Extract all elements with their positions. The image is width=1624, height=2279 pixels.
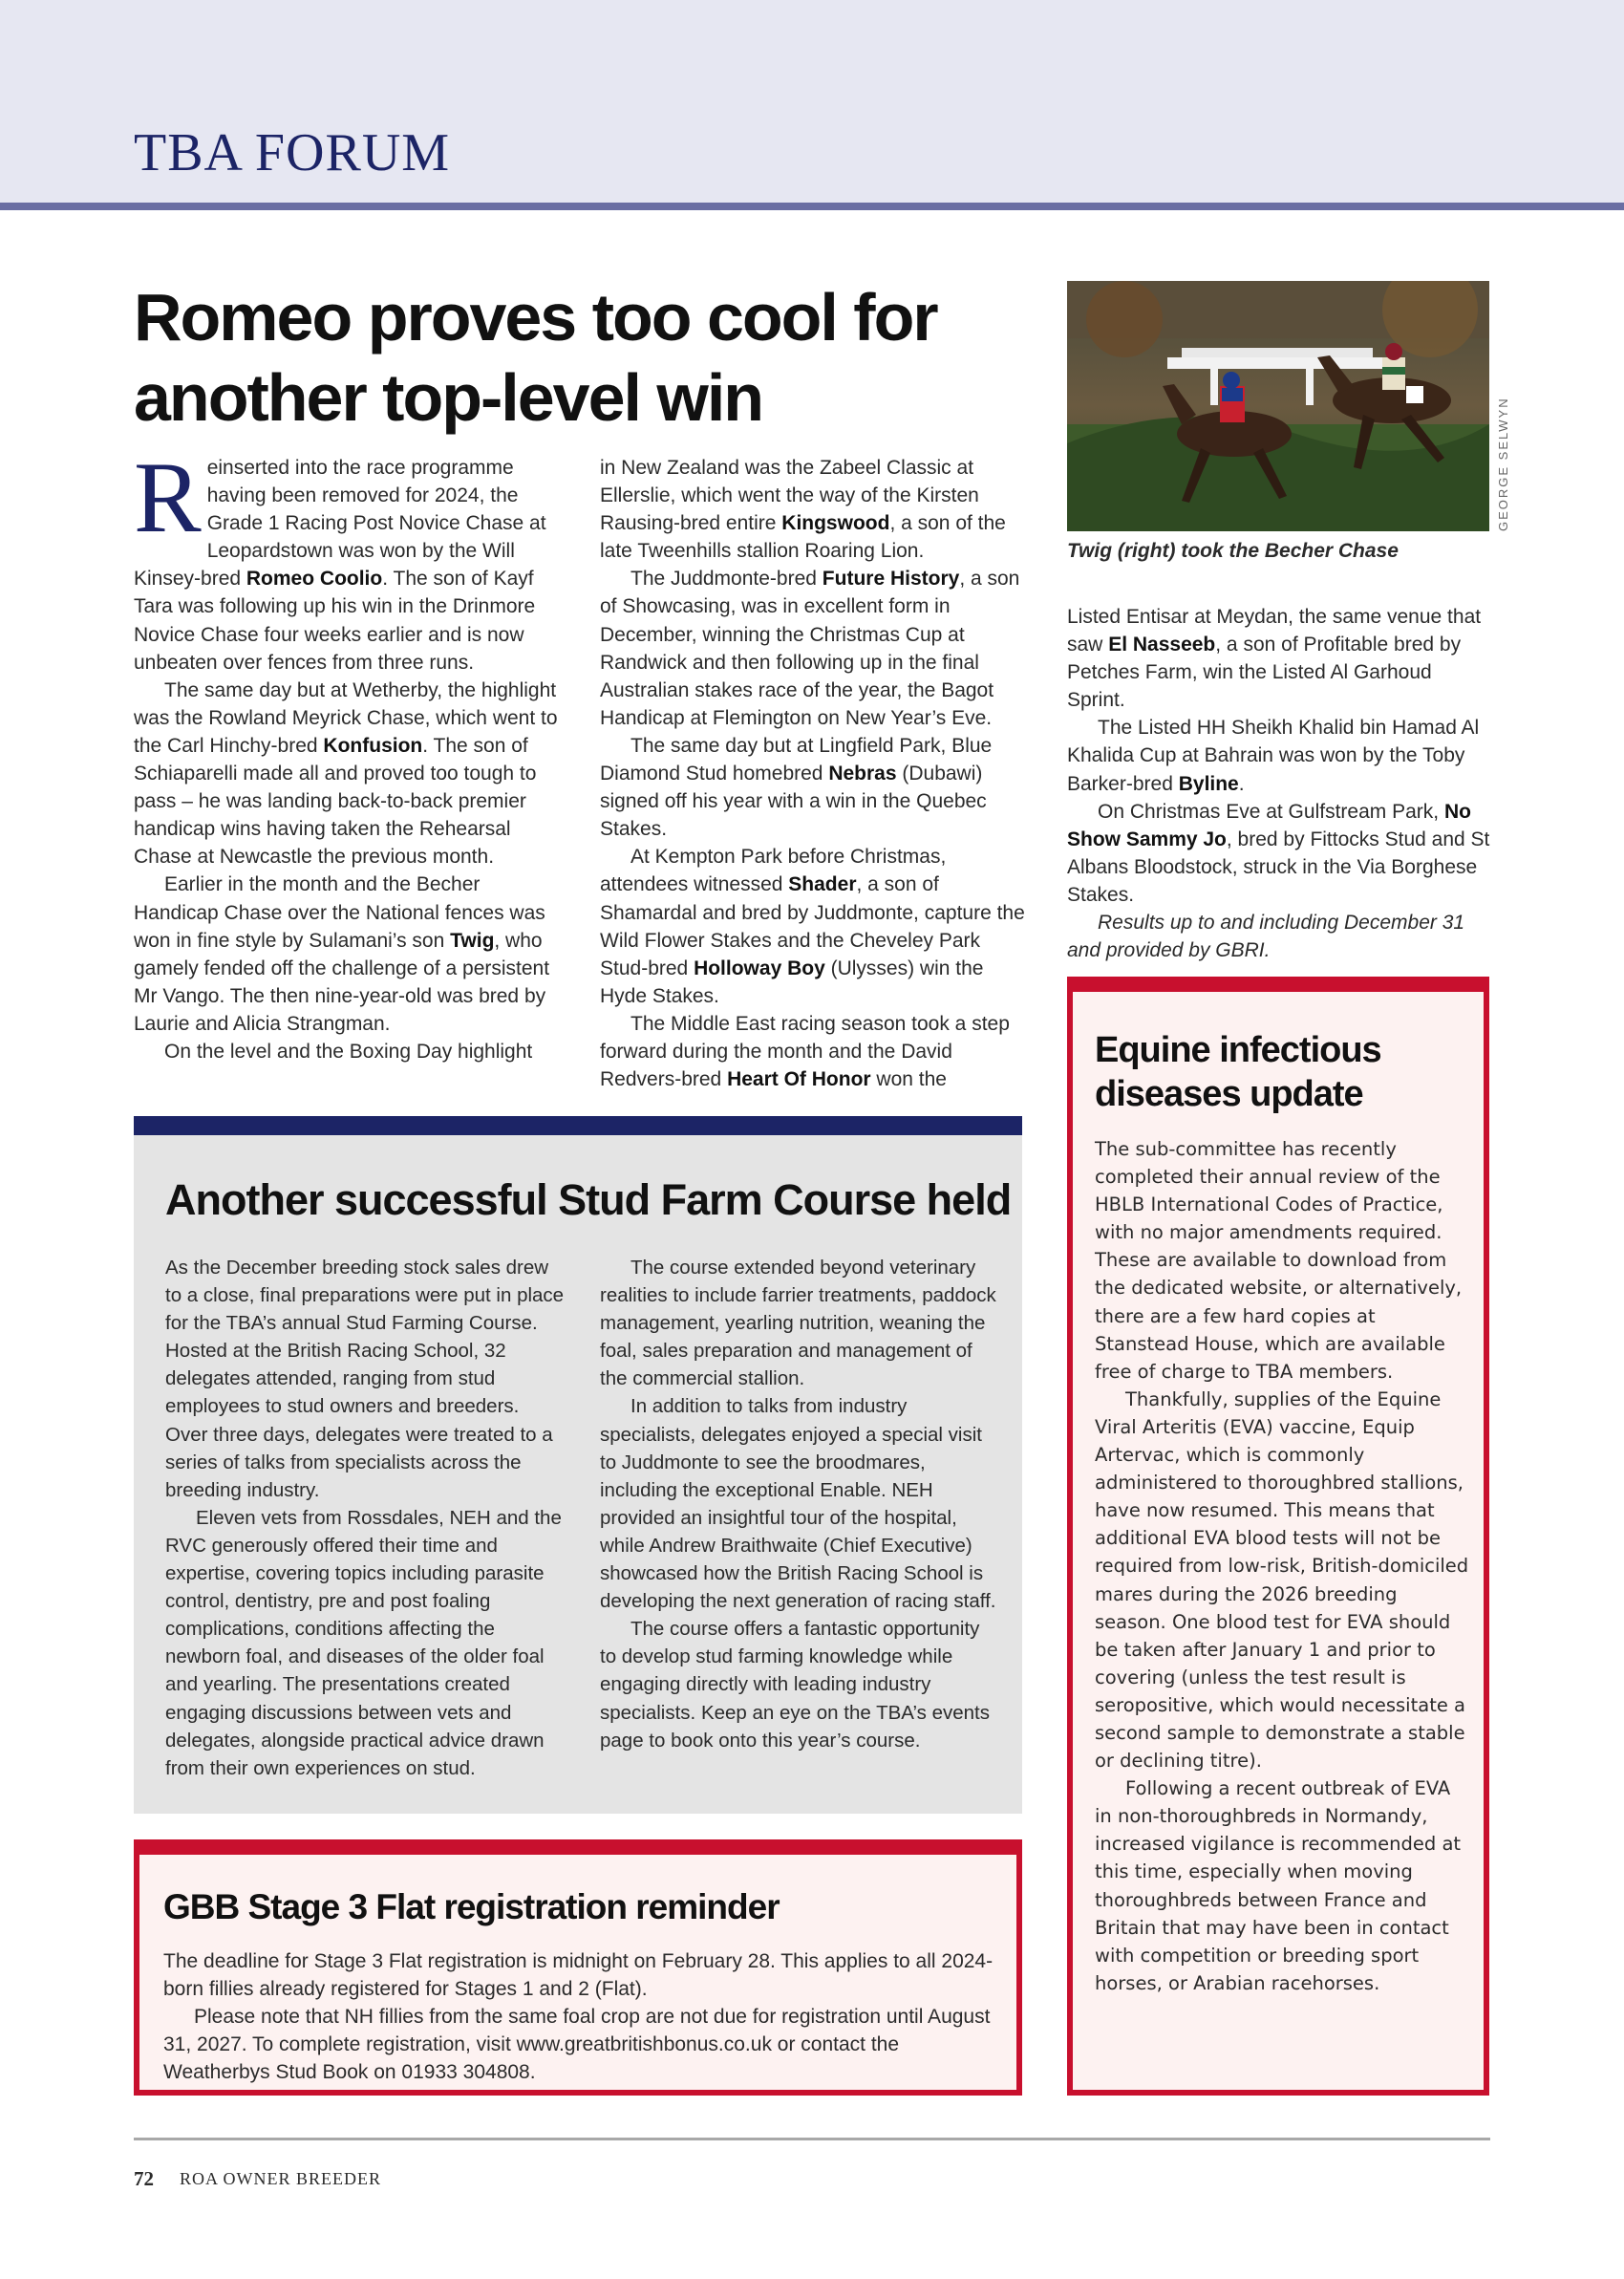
stud-course-column-1 [165,1254,566,1782]
stud-course-column-2 [600,1254,1001,1754]
horse-name: No Show Sammy Jo [1067,800,1471,850]
article-paragraph: The Listed HH Sheikh Khalid bin Hamad Al Khalida Cup at Bahrain was won by the Toby Barker-bred Byline. [1067,717,1480,795]
photo-credit: GEORGE SELWYN [1496,397,1510,531]
horse-name: Heart Of Honor [727,1068,871,1091]
article-column-3 [1067,603,1492,964]
gbb-reminder-box [134,1839,1022,2096]
article-paragraph: in New Zealand was the Zabeel Classic at Ellerslie, which went the way of the Kirsten Rausing-bred entire Kingswood, a son of the late Tweenhills stallion Roaring Lion. [600,457,1006,563]
photo-caption: Twig (right) took the Becher Chase [1067,540,1399,562]
equine-paragraph: Following a recent outbreak of EVA in non-thoroughbreds in Normandy, increased vigilance is recommended at this time, especially when moving thoroughbreds between France and Britain that may have been in contact with competition or breeding sport horses, or Arabian racehorses. [1095,1777,1462,1994]
equine-title: Equine infectious diseases update [1095,1030,1381,1114]
stud-course-paragraph: Eleven vets from Rossdales, NEH and the RVC generously offered their time and expertise, covering topics including parasite control, dentistry, pre and post foaling complications, conditions affecting the newborn foal, and diseases of the older foal and yearling. The presentations created engaging discussions between vets and delegates, alongside practical advice drawn from their own experiences on stud. [165,1506,562,1779]
race-photo [1067,281,1489,531]
stud-course-box [134,1116,1022,1814]
article-paragraph: Earlier in the month and the Becher Handicap Chase over the National fences was won in fine style by Sulamani’s son Twig, who gamely fended off the challenge of a persistent Mr Vango. The then nine-year-old was bred by Laurie and Alicia Strangman. [134,873,550,1035]
stud-course-paragraph: The course extended beyond veterinary realities to include farrier treatments, paddock management, yearling nutrition, weaning the foal, sales preparation and management of the commercial stallion. [600,1257,996,1390]
stud-course-paragraph: In addition to talks from industry specialists, delegates enjoyed a special visit to Juddmonte to see the broodmares, including the exceptional Enable. NEH provided an insightful tour of the hospital, while Andrew Braithwaite (Chief Executive) showcased how the British Racing School is developing the next generation of racing staff. [600,1395,996,1613]
article-paragraph: The same day but at Lingfield Park, Blue Diamond Stud homebred Nebras (Dubawi) signed off his year with a win in the Quebec Stakes. [600,734,993,841]
horse-name: Future History [822,568,960,591]
article-headline: Romeo proves too cool for another top-level win [134,280,937,435]
equine-paragraph: Thankfully, supplies of the Equine Viral Arteritis (EVA) vaccine, Equip Artervac, which is commonly administered to thoroughbred stallions, have now resumed. This means that additional EVA blood tests will not be required from low-risk, British-domiciled mares during the 2026 breeding season. One blood test for EVA should be taken after January 1 and prior to covering (unless the test result is seropositive, which would necessitate a second sample to demonstrate a stable or declining titre). [1095,1387,1469,1773]
section-title: TBA FORUM [134,123,451,183]
article-paragraph: The Middle East racing season took a step forward during the month and the David Redvers-bred Heart Of Honor won the [600,1012,1010,1091]
equine-diseases-box [1067,977,1489,2096]
article-paragraph: Reinserted into the race programme having been removed for 2024, the Grade 1 Racing Post Novice Chase at Leopardstown was won by the Will Kinsey-bred Romeo Coolio. The son of Kayf Tara was following up his win in the Drinmore Novice Chase four weeks earlier and is now unbeaten over fences from three runs. [134,441,546,674]
article-paragraph: The same day but at Wetherby, the highlight was the Rowland Meyrick Chase, which went to the Carl Hinchy-bred Konfusion. The son of Schiaparelli made all and proved too tough to pass – he was landing back-to-back premier handicap wins having taken the Rehearsal Chase at Newcastle the previous month. [134,678,558,869]
results-note: Results up to and including December 31 and provided by GBRI. [1067,912,1465,962]
horse-name: Kingswood [781,512,890,535]
horse-name: Shader [788,873,857,896]
article-paragraph: Listed Entisar at Meydan, the same venue that saw El Nasseeb, a son of Profitable bred by Petches Farm, win the Listed Al Garhoud Sprint. [1067,606,1482,712]
horse-name: Nebras [828,763,897,785]
stud-course-paragraph: As the December breeding stock sales drew to a close, final preparations were put in place for the TBA’s annual Stud Farming Course. Hosted at the British Racing School, 32 delegates attended, ranging from stud employees to stud owners and breeders. Over three days, delegates were treated to a series of talks from specialists across the breeding industry. [165,1257,565,1501]
article-paragraph: The Juddmonte-bred Future History, a son of Showcasing, was in excellent form in December, winning the Christmas Cup at Randwick and then following up in the final Australian stakes race of the year, the Bagot Handicap at Flemington on New Year’s Eve. [600,568,1020,729]
article-column-1 [134,441,559,1065]
footer-rule [134,2138,1490,2140]
page-number: 72 [134,2167,154,2190]
horse-name: Holloway Boy [694,957,825,979]
gbb-paragraph: Please note that NH fillies from the same foal crop are not due for registration until August 31, 2027. To complete registration, visit www.greatbritishbonus.co.uk or contact the Weatherbys Stud Book on 01933 304808. [163,2006,991,2084]
gbb-paragraph: The deadline for Stage 3 Flat registration is midnight on February 28. This applies to all 2024-born fillies already registered for Stages 1 and 2 (Flat). [163,1950,994,2001]
publication-name: ROA OWNER BREEDER [180,2169,382,2188]
article-paragraph: On the level and the Boxing Day highlight [164,1040,533,1063]
drop-cap: R [134,441,202,553]
equine-paragraph: The sub-committee has recently completed their annual review of the HBLB International Codes of Practice, with no major amendments required. These are available to download from the dedicated website, or alternatively, there are a few hard copies at Stanstead House, which are available free of charge to TBA members. [1095,1138,1463,1383]
horse-name: Konfusion [323,734,423,757]
stud-course-paragraph: The course offers a fantastic opportunity to develop stud farming knowledge while engaging directly with leading industry specialists. Keep an eye on the TBA’s events page to book onto this year’s course. [600,1618,990,1752]
horse-name: Byline [1178,772,1239,795]
gbb-title: GBB Stage 3 Flat registration reminder [163,1887,780,1926]
horse-name: El Nasseeb [1108,634,1216,656]
horse-name: Twig [450,929,495,952]
horse-name: Romeo Coolio [246,568,383,591]
article-paragraph: On Christmas Eve at Gulfstream Park, No Show Sammy Jo, bred by Fittocks Stud and St Albans Bloodstock, struck in the Via Borghese Stakes. [1067,800,1490,906]
equine-body [1095,1135,1472,1997]
article-column-2 [600,454,1025,1093]
stud-course-title: Another successful Stud Farm Course held [165,1175,1012,1224]
gbb-body [163,1947,994,2086]
race-photo-illustration [1067,281,1489,531]
article-paragraph: At Kempton Park before Christmas, attendees witnessed Shader, a son of Shamardal and bred by Juddmonte, capture the Wild Flower Stakes and the Cheveley Park Stud-bred Holloway Boy (Ulysses) win the Hyde Stakes. [600,846,1025,1007]
